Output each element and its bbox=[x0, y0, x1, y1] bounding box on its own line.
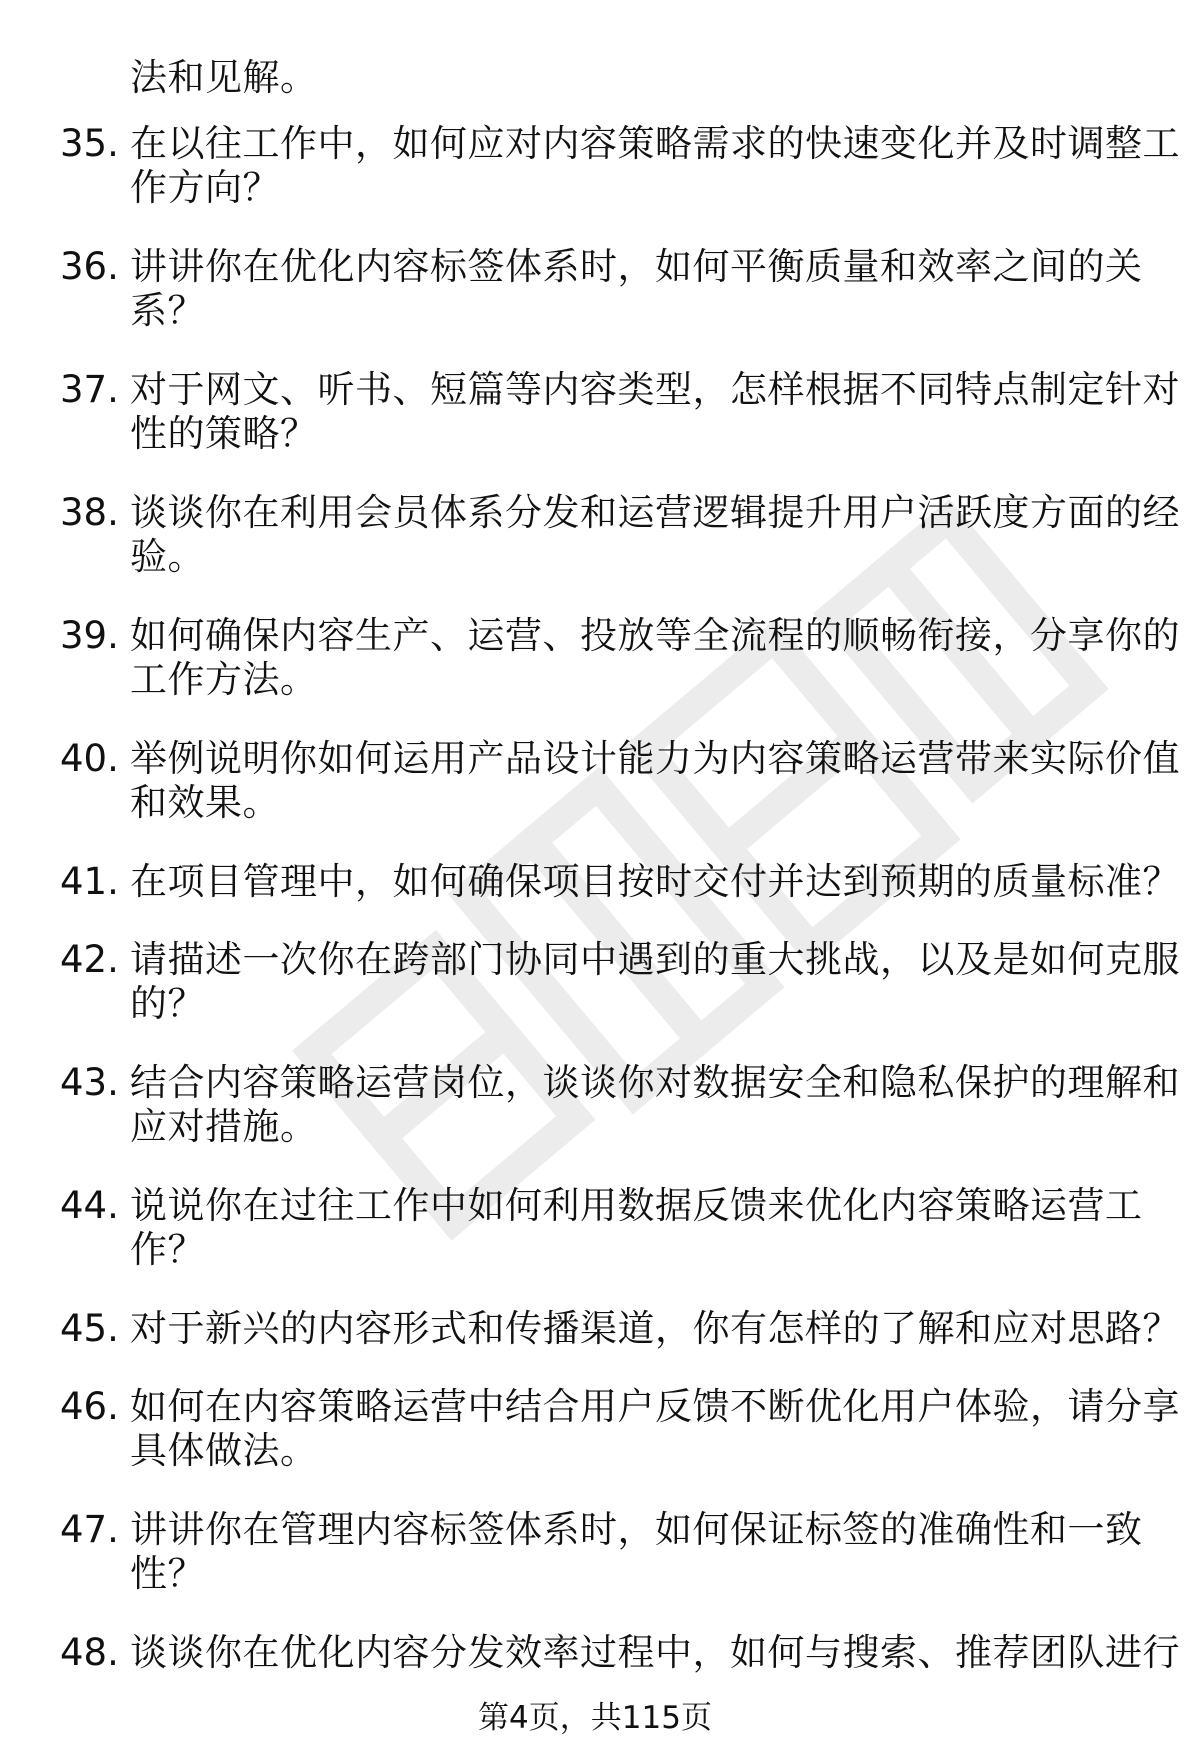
question-text-line: 谈谈你在优化内容分发效率过程中，如何与搜索、推荐团队进行 bbox=[130, 1631, 1180, 1674]
question-number: 41. bbox=[60, 860, 119, 903]
question-text-line: 请描述一次你在跨部门协同中遇到的重大挑战，以及是如何克服 bbox=[130, 938, 1180, 981]
question-text-line: 验。 bbox=[130, 535, 205, 578]
page-footer: 第4页，共115页 bbox=[478, 1700, 712, 1736]
question-text-line: 性的策略？ bbox=[130, 412, 318, 455]
question-text-line: 应对措施。 bbox=[130, 1105, 318, 1148]
question-number: 46. bbox=[60, 1385, 119, 1428]
question-text-line: 和效果。 bbox=[130, 781, 280, 824]
question-text-line: 如何确保内容生产、运营、投放等全流程的顺畅衔接，分享你的 bbox=[130, 614, 1180, 657]
question-text-line: 对于新兴的内容形式和传播渠道，你有怎样的了解和应对思路？ bbox=[130, 1307, 1180, 1350]
question-text-line: 作方向？ bbox=[130, 166, 280, 209]
continuation-text: 法和见解。 bbox=[130, 56, 318, 99]
question-number: 37. bbox=[60, 368, 119, 411]
question-text-line: 说说你在过往工作中如何利用数据反馈来优化内容策略运营工 bbox=[130, 1184, 1143, 1227]
question-number: 47. bbox=[60, 1508, 119, 1551]
question-text-line: 工作方法。 bbox=[130, 658, 318, 701]
question-text-line: 讲讲你在优化内容标签体系时，如何平衡质量和效率之间的关 bbox=[130, 245, 1143, 288]
question-text-line: 在项目管理中，如何确保项目按时交付并达到预期的质量标准？ bbox=[130, 860, 1180, 903]
question-number: 48. bbox=[60, 1631, 119, 1674]
question-text-line: 性？ bbox=[130, 1552, 205, 1595]
question-number: 36. bbox=[60, 245, 119, 288]
question-number: 42. bbox=[60, 938, 119, 981]
question-text-line: 结合内容策略运营岗位，谈谈你对数据安全和隐私保护的理解和 bbox=[130, 1061, 1180, 1104]
question-text-line: 举例说明你如何运用产品设计能力为内容策略运营带来实际价值 bbox=[130, 737, 1180, 780]
question-number: 44. bbox=[60, 1184, 119, 1227]
question-text-line: 的？ bbox=[130, 982, 205, 1025]
question-text-line: 作？ bbox=[130, 1228, 205, 1271]
question-number: 38. bbox=[60, 491, 119, 534]
question-text-line: 对于网文、听书、短篇等内容类型，怎样根据不同特点制定针对 bbox=[130, 368, 1180, 411]
question-text-line: 具体做法。 bbox=[130, 1429, 318, 1472]
question-number: 43. bbox=[60, 1061, 119, 1104]
question-text-line: 在以往工作中，如何应对内容策略需求的快速变化并及时调整工 bbox=[130, 122, 1180, 165]
question-text-line: 讲讲你在管理内容标签体系时，如何保证标签的准确性和一致 bbox=[130, 1508, 1143, 1551]
question-number: 39. bbox=[60, 614, 119, 657]
question-number: 40. bbox=[60, 737, 119, 780]
question-number: 45. bbox=[60, 1307, 119, 1350]
question-text-line: 系？ bbox=[130, 289, 205, 332]
question-text-line: 谈谈你在利用会员体系分发和运营逻辑提升用户活跃度方面的经 bbox=[130, 491, 1180, 534]
question-text-line: 如何在内容策略运营中结合用户反馈不断优化用户体验，请分享 bbox=[130, 1385, 1180, 1428]
question-number: 35. bbox=[60, 122, 119, 165]
